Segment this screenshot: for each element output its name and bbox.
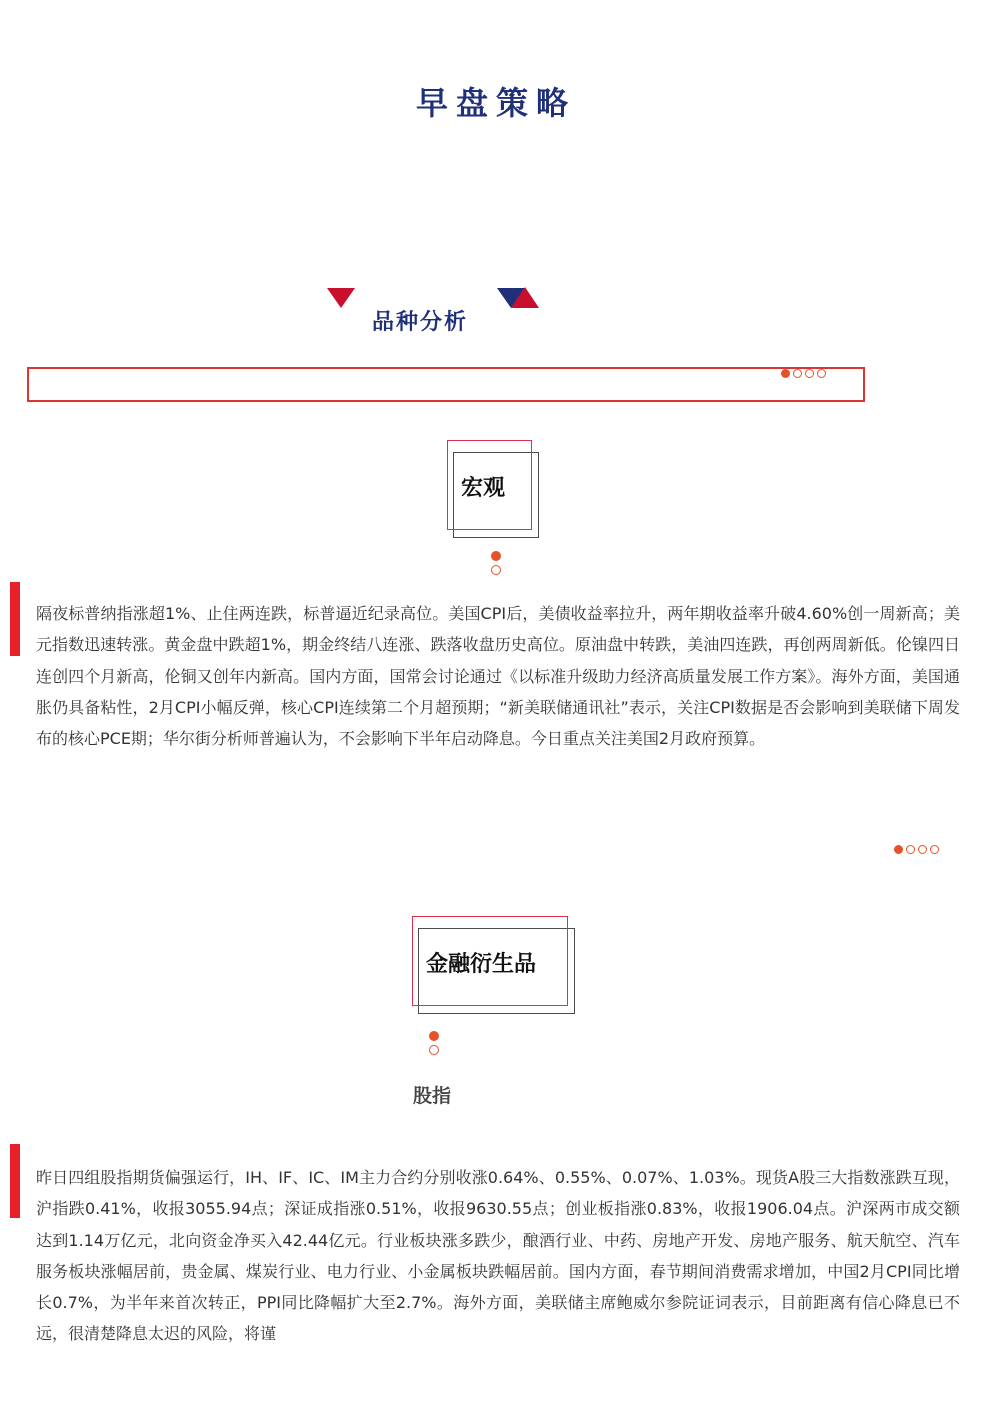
- dot-outline-icon: [906, 845, 915, 854]
- derivatives-paragraph: 昨日四组股指期货偏强运行，IH、IF、IC、IM主力合约分别收涨0.64%、0.55%、0.07%、1.03%。现货A股三大指数涨跌互现，沪指跌0.41%，收报3055.94点；深证成指涨0.51%，收报9630.55点；创业板指涨0.83%，收报1906.04点。沪深两市成交额达到1.14万亿元，北向资金净买入42.44亿元。行业板块涨多跌少，酿酒行业、中药、房地产开发、房地产服务、航天航空、汽车服务板块涨幅居前，贵金属、煤炭行业、电力行业、小金属板块跌幅居前。国内方面，春节期间消费需求增加，中国2月CPI同比增长0.7%，为半年来首次转正，PPI同比降幅扩大至2.7%。海外方面，美联储主席鲍威尔参院证词表示，目前距离有信心降息已不远，很清楚降息太迟的风险，将谨: [36, 1168, 960, 1344]
- section-dots-icon: [894, 845, 939, 854]
- dot-outline-icon: [429, 1045, 439, 1055]
- dot-outline-icon: [793, 369, 802, 378]
- dot-outline-icon: [930, 845, 939, 854]
- sub-heading: 股指: [413, 1085, 452, 1107]
- dot-filled-icon: [491, 551, 501, 561]
- macro-accent-bar: [10, 582, 20, 656]
- page-title: 早盘策略: [415, 84, 576, 122]
- red-triangle-icon: [327, 288, 355, 308]
- dot-filled-icon: [429, 1031, 439, 1041]
- banner-dots-icon: [781, 369, 826, 378]
- red-up-triangle-icon: [511, 287, 539, 308]
- derivatives-accent-bar: [10, 1144, 20, 1218]
- dot-outline-icon: [817, 369, 826, 378]
- macro-paragraph: 隔夜标普纳指涨超1%、止住两连跌，标普逼近纪录高位。美国CPI后，美债收益率拉升，两年期收益率升破4.60%创一周新高；美元指数迅速转涨。黄金盘中跌超1%，期金终结八连涨、跌落收盘历史高位。原油盘中转跌，美油四连跌，再创两周新低。伦镍四日连创四个月新高，伦铜又创年内新高。国内方面，国常会讨论通过《以标准升级助力经济高质量发展工作方案》。海外方面，美国通胀仍具备粘性，2月CPI小幅反弹，核心CPI连续第二个月超预期；“新美联储通讯社”表示，关注CPI数据是否会影响到美联储下周发布的核心PCE期；华尔街分析师普遍认为，不会影响下半年启动降息。今日重点关注美国2月政府预算。: [36, 604, 960, 749]
- dot-outline-icon: [805, 369, 814, 378]
- dot-filled-icon: [781, 369, 790, 378]
- section-title: 品种分析: [372, 310, 469, 335]
- dot-filled-icon: [894, 845, 903, 854]
- section-banner: [27, 367, 865, 402]
- dot-outline-icon: [918, 845, 927, 854]
- macro-label: 宏观: [461, 476, 506, 501]
- derivatives-label: 金融衍生品: [426, 952, 537, 977]
- dot-outline-icon: [491, 565, 501, 575]
